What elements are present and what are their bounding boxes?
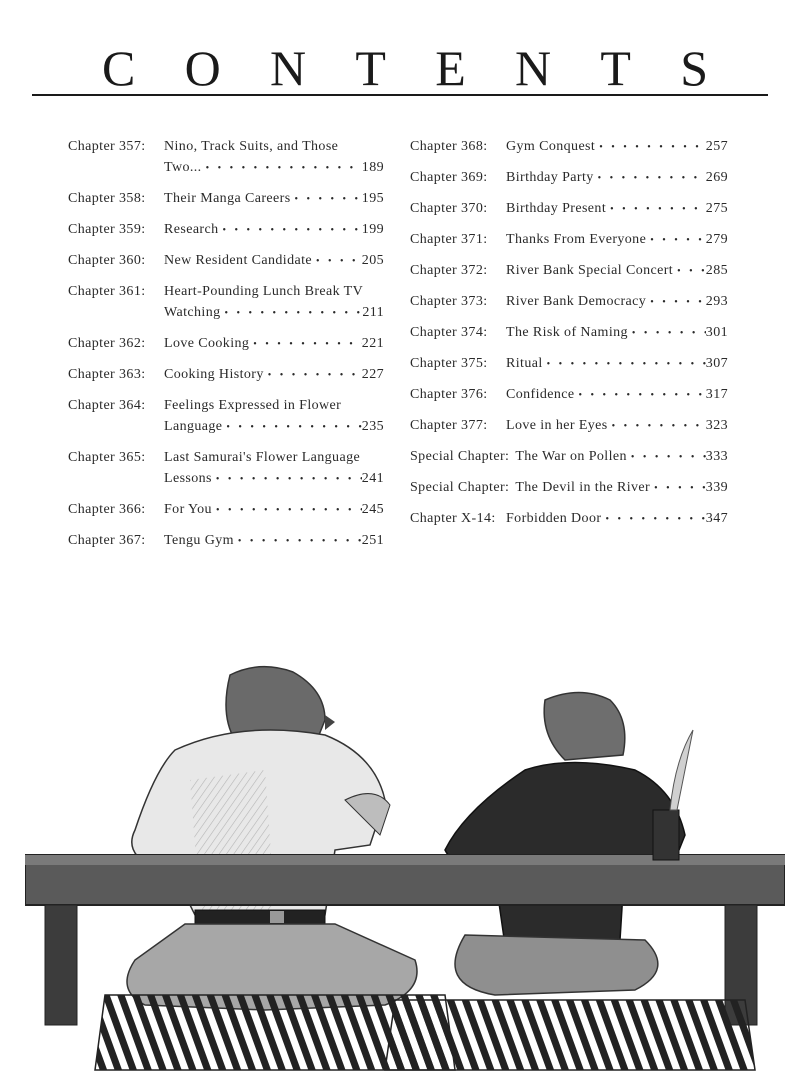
chapter-title: Feelings Expressed in Flower (164, 398, 342, 413)
chapter-label: Chapter 375: (410, 356, 488, 371)
title-letter: S (680, 40, 708, 96)
page-number: 339 (705, 480, 728, 495)
chapter-title: River Bank Democracy (506, 294, 647, 309)
toc-entry[interactable] (410, 167, 728, 189)
chapter-title: Birthday Party (506, 170, 594, 185)
chapter-title: For You (164, 502, 212, 517)
chapter-label: Chapter 371: (410, 232, 488, 247)
page-number: 221 (361, 336, 384, 351)
page-number: 307 (705, 356, 728, 371)
page-number: 205 (361, 253, 384, 268)
dot-leader (608, 416, 706, 437)
striped-cushions (95, 995, 755, 1070)
toc-entry[interactable] (68, 395, 384, 438)
dot-leader (606, 199, 706, 220)
page-number: 199 (361, 222, 384, 237)
page-number: 241 (361, 471, 384, 486)
dot-leader (312, 251, 362, 272)
toc-entry[interactable] (68, 333, 384, 355)
chapter-title: Confidence (506, 387, 575, 402)
chapter-label: Chapter X-14: (410, 511, 496, 526)
contents-title (32, 40, 768, 96)
chapter-label: Chapter 367: (68, 533, 146, 548)
toc-entry[interactable] (410, 291, 728, 313)
chapter-label: Chapter 361: (68, 284, 146, 299)
chapter-title: Birthday Present (506, 201, 607, 216)
toc-entry[interactable] (410, 508, 728, 530)
dot-leader (575, 385, 706, 406)
dot-leader (673, 261, 706, 282)
boy-figure (445, 693, 685, 996)
chapter-label: Chapter 366: (68, 502, 146, 517)
chapter-label: Chapter 377: (410, 418, 488, 433)
toc-right-column (410, 136, 728, 539)
dot-leader (601, 509, 705, 530)
page-number: 211 (362, 305, 384, 320)
title-letter: N (270, 40, 307, 96)
chapter-title: Watching (164, 305, 221, 320)
chapter-label: Chapter 372: (410, 263, 488, 278)
dot-leader (234, 531, 362, 552)
toc-entry[interactable] (68, 250, 384, 272)
chapter-title: Love in her Eyes (506, 418, 608, 433)
dot-leader (646, 230, 706, 251)
dot-leader (212, 500, 362, 521)
chapter-label: Chapter 360: (68, 253, 146, 268)
page-number: 269 (705, 170, 728, 185)
toc-entry[interactable] (410, 477, 728, 499)
toc-entry[interactable] (410, 415, 728, 437)
chapter-title: Love Cooking (164, 336, 250, 351)
chapter-label: Chapter 368: (410, 139, 488, 154)
chapter-title: Tengu Gym (164, 533, 234, 548)
chapter-title: The Risk of Naming (506, 325, 628, 340)
chapter-label: Chapter 376: (410, 387, 488, 402)
chapter-label: Chapter 358: (68, 191, 146, 206)
chapter-title: Their Manga Careers (164, 191, 291, 206)
man-figure (127, 667, 417, 1010)
toc-entry[interactable] (68, 219, 384, 241)
toc-entry[interactable] (410, 322, 728, 344)
chapter-title: Gym Conquest (506, 139, 596, 154)
dot-leader (264, 365, 362, 386)
page-number: 317 (705, 387, 728, 402)
toc-entry[interactable] (410, 136, 728, 158)
toc-entry[interactable] (68, 447, 384, 490)
toc-entry[interactable] (410, 260, 728, 282)
dot-leader (219, 220, 362, 241)
chapter-label: Chapter 362: (68, 336, 146, 351)
dot-leader (291, 189, 362, 210)
dot-leader (249, 334, 362, 355)
page-number: 245 (361, 502, 384, 517)
chapter-label: Special Chapter: (410, 480, 510, 495)
page-number: 257 (705, 139, 728, 154)
page-number: 279 (705, 232, 728, 247)
page-number: 275 (705, 201, 728, 216)
chapter-title: The War on Pollen (515, 449, 627, 464)
chapter-title: Last Samurai's Flower Language (164, 450, 361, 465)
chapter-title: Language (164, 419, 223, 434)
chapter-label: Chapter 365: (68, 450, 146, 465)
toc-entry[interactable] (410, 198, 728, 220)
chapter-title: Thanks From Everyone (506, 232, 647, 247)
title-letter: N (515, 40, 552, 96)
chapter-label: Chapter 359: (68, 222, 146, 237)
title-letter: E (435, 40, 466, 96)
chapter-title: Two... (164, 160, 202, 175)
chapter-title: Nino, Track Suits, and Those (164, 139, 339, 154)
chapter-label: Special Chapter: (410, 449, 510, 464)
toc-entry[interactable] (410, 384, 728, 406)
page-number: 301 (705, 325, 728, 340)
page-number: 227 (361, 367, 384, 382)
dot-leader (212, 469, 362, 490)
chapter-title: Cooking History (164, 367, 264, 382)
dot-leader (202, 158, 362, 179)
chapter-label: Chapter 369: (410, 170, 488, 185)
page-number: 293 (705, 294, 728, 309)
page-number: 195 (361, 191, 384, 206)
dot-leader (646, 292, 706, 313)
toc-entry[interactable] (68, 364, 384, 386)
dot-leader (628, 323, 706, 344)
chapter-label: Chapter 364: (68, 398, 146, 413)
chapter-title: Research (164, 222, 219, 237)
toc-entry[interactable] (410, 353, 728, 375)
toc-entry[interactable] (68, 499, 384, 521)
two-figures-at-low-table-illustration (25, 660, 785, 1080)
dot-leader (650, 478, 706, 499)
toc-entry[interactable] (410, 229, 728, 251)
page-number: 333 (705, 449, 728, 464)
page-number: 285 (705, 263, 728, 278)
chapter-title: Forbidden Door (506, 511, 602, 526)
chapter-title: New Resident Candidate (164, 253, 312, 268)
toc-entry[interactable] (68, 188, 384, 210)
chapter-title: Heart-Pounding Lunch Break TV (164, 284, 364, 299)
page-number: 323 (705, 418, 728, 433)
chapter-label: Chapter 373: (410, 294, 488, 309)
title-letter: C (102, 40, 136, 96)
chapter-label: Chapter 370: (410, 201, 488, 216)
page-number: 347 (705, 511, 728, 526)
toc-entry[interactable] (68, 281, 384, 324)
dot-leader (543, 354, 706, 375)
page-number: 189 (361, 160, 384, 175)
chapter-label: Chapter 363: (68, 367, 146, 382)
toc-entry[interactable] (410, 446, 728, 468)
chapter-label: Chapter 357: (68, 139, 146, 154)
chapter-title: Lessons (164, 471, 212, 486)
toc-entry[interactable] (68, 530, 384, 552)
dot-leader (627, 447, 706, 468)
dot-leader (595, 137, 706, 158)
title-letter: T (600, 40, 631, 96)
dot-leader (594, 168, 706, 189)
chapter-label: Chapter 374: (410, 325, 488, 340)
title-rule (32, 94, 768, 96)
toc-left-column (68, 136, 384, 561)
page-number: 251 (361, 533, 384, 548)
chapter-title: River Bank Special Concert (506, 263, 674, 278)
chapter-title: The Devil in the River (515, 480, 651, 495)
chapter-title: Ritual (506, 356, 543, 371)
page-number: 235 (361, 419, 384, 434)
title-letter: O (184, 40, 221, 96)
dot-leader (221, 303, 363, 324)
dot-leader (222, 417, 361, 438)
toc-entry[interactable] (68, 136, 384, 179)
title-letter: T (355, 40, 386, 96)
